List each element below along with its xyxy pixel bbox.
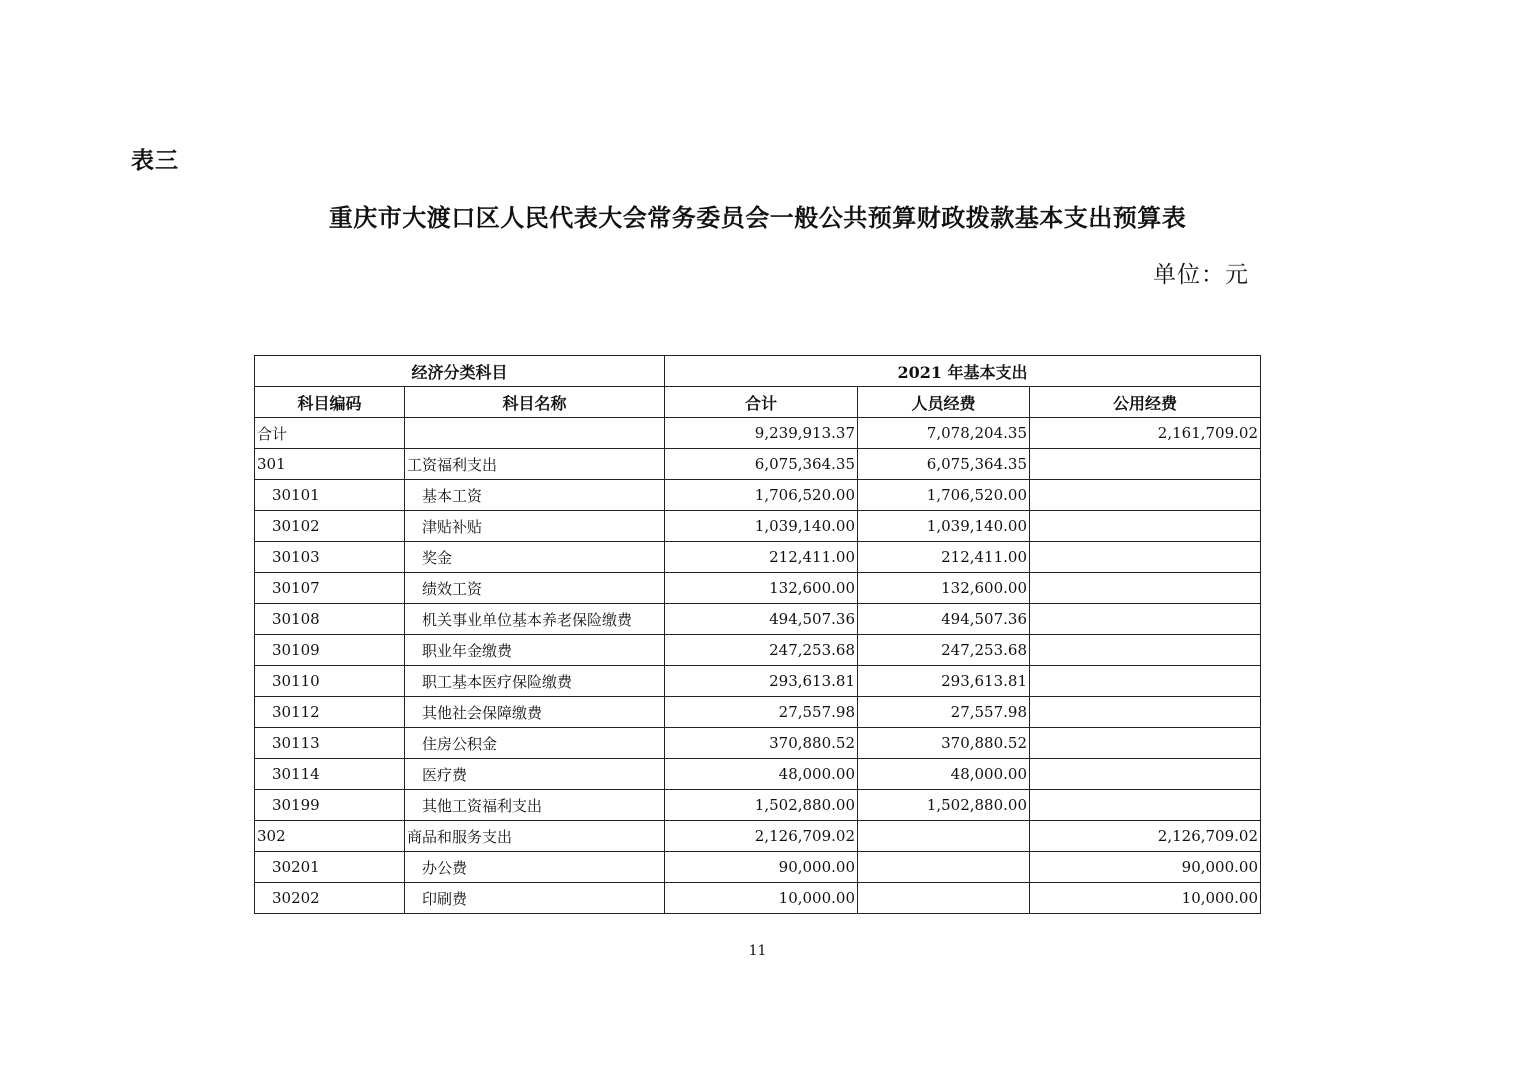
row-code-cell: 30201: [255, 852, 405, 883]
row-personnel-cell: 6,075,364.35: [858, 449, 1030, 480]
row-code-cell: 30102: [255, 511, 405, 542]
table-row: [255, 821, 1261, 852]
row-personnel-cell: 27,557.98: [858, 697, 1030, 728]
row-total-cell: 212,411.00: [665, 542, 858, 573]
row-personnel-cell: 48,000.00: [858, 759, 1030, 790]
table-row: [255, 883, 1261, 914]
row-code-cell: 30107: [255, 573, 405, 604]
table-row: [255, 542, 1261, 573]
row-code-cell: 30199: [255, 790, 405, 821]
header-column-row: [255, 387, 1261, 418]
row-total-cell: 370,880.52: [665, 728, 858, 759]
row-personnel-cell: [858, 821, 1030, 852]
header-basic-expenditure: 2021 年基本支出: [665, 356, 1261, 387]
row-public-cell: [1030, 604, 1261, 635]
row-personnel-cell: 132,600.00: [858, 573, 1030, 604]
row-public-cell: [1030, 759, 1261, 790]
row-name-cell: 医疗费: [405, 759, 665, 790]
row-code-cell: 30110: [255, 666, 405, 697]
row-name-cell: 工资福利支出: [405, 449, 665, 480]
table-row: [255, 449, 1261, 480]
row-total-cell: 1,502,880.00: [665, 790, 858, 821]
row-total-cell: 6,075,364.35: [665, 449, 858, 480]
row-public-cell: 2,126,709.02: [1030, 821, 1261, 852]
row-total-cell: 27,557.98: [665, 697, 858, 728]
row-name-cell: [405, 418, 665, 449]
row-name-cell: 奖金: [405, 542, 665, 573]
row-total-cell: 293,613.81: [665, 666, 858, 697]
row-name-cell: 办公费: [405, 852, 665, 883]
row-personnel-cell: [858, 883, 1030, 914]
table-row: [255, 728, 1261, 759]
row-personnel-cell: 7,078,204.35: [858, 418, 1030, 449]
unit-label: 单位：元: [1153, 262, 1249, 288]
row-code-cell: 30109: [255, 635, 405, 666]
row-name-cell: 机关事业单位基本养老保险缴费: [405, 604, 665, 635]
row-public-cell: [1030, 573, 1261, 604]
budget-table: [254, 355, 1261, 914]
table-row: [255, 790, 1261, 821]
header-code: 科目编码: [255, 387, 405, 418]
row-code-cell: 合计: [255, 418, 405, 449]
row-total-cell: 1,039,140.00: [665, 511, 858, 542]
table-row: [255, 759, 1261, 790]
row-code-cell: 302: [255, 821, 405, 852]
row-public-cell: 2,161,709.02: [1030, 418, 1261, 449]
row-name-cell: 住房公积金: [405, 728, 665, 759]
row-code-cell: 30113: [255, 728, 405, 759]
row-public-cell: [1030, 790, 1261, 821]
row-name-cell: 其他工资福利支出: [405, 790, 665, 821]
row-public-cell: [1030, 449, 1261, 480]
row-name-cell: 商品和服务支出: [405, 821, 665, 852]
table-row: [255, 666, 1261, 697]
table-row: [255, 511, 1261, 542]
header-economic-category: 经济分类科目: [255, 356, 665, 387]
table-row: [255, 852, 1261, 883]
row-total-cell: 10,000.00: [665, 883, 858, 914]
row-total-cell: 494,507.36: [665, 604, 858, 635]
header-group-row: [255, 356, 1261, 387]
table-label: 表三: [131, 148, 179, 174]
table-row: [255, 635, 1261, 666]
row-code-cell: 30114: [255, 759, 405, 790]
row-public-cell: [1030, 480, 1261, 511]
header-total: 合计: [665, 387, 858, 418]
row-code-cell: 30108: [255, 604, 405, 635]
row-personnel-cell: 1,502,880.00: [858, 790, 1030, 821]
row-public-cell: [1030, 542, 1261, 573]
row-personnel-cell: 247,253.68: [858, 635, 1030, 666]
row-public-cell: [1030, 697, 1261, 728]
document-title: 重庆市大渡口区人民代表大会常务委员会一般公共预算财政拨款基本支出预算表: [328, 203, 1187, 232]
table-row: [255, 697, 1261, 728]
row-public-cell: 10,000.00: [1030, 883, 1261, 914]
table-row: [255, 480, 1261, 511]
row-total-cell: 1,706,520.00: [665, 480, 858, 511]
row-public-cell: [1030, 635, 1261, 666]
row-personnel-cell: 1,706,520.00: [858, 480, 1030, 511]
row-name-cell: 绩效工资: [405, 573, 665, 604]
table-row: [255, 418, 1261, 449]
page-number: 11: [748, 943, 767, 959]
header-name: 科目名称: [405, 387, 665, 418]
row-code-cell: 301: [255, 449, 405, 480]
row-name-cell: 基本工资: [405, 480, 665, 511]
row-total-cell: 2,126,709.02: [665, 821, 858, 852]
row-name-cell: 印刷费: [405, 883, 665, 914]
row-personnel-cell: [858, 852, 1030, 883]
row-code-cell: 30202: [255, 883, 405, 914]
row-name-cell: 其他社会保障缴费: [405, 697, 665, 728]
row-public-cell: [1030, 511, 1261, 542]
header-public: 公用经费: [1030, 387, 1261, 418]
row-public-cell: [1030, 728, 1261, 759]
row-name-cell: 职工基本医疗保险缴费: [405, 666, 665, 697]
row-code-cell: 30103: [255, 542, 405, 573]
row-public-cell: [1030, 666, 1261, 697]
row-total-cell: 90,000.00: [665, 852, 858, 883]
row-personnel-cell: 1,039,140.00: [858, 511, 1030, 542]
row-total-cell: 247,253.68: [665, 635, 858, 666]
row-total-cell: 132,600.00: [665, 573, 858, 604]
row-personnel-cell: 494,507.36: [858, 604, 1030, 635]
row-total-cell: 48,000.00: [665, 759, 858, 790]
table-row: [255, 573, 1261, 604]
row-name-cell: 津贴补贴: [405, 511, 665, 542]
row-code-cell: 30101: [255, 480, 405, 511]
row-personnel-cell: 370,880.52: [858, 728, 1030, 759]
table-row: [255, 604, 1261, 635]
row-personnel-cell: 212,411.00: [858, 542, 1030, 573]
row-personnel-cell: 293,613.81: [858, 666, 1030, 697]
row-total-cell: 9,239,913.37: [665, 418, 858, 449]
row-name-cell: 职业年金缴费: [405, 635, 665, 666]
row-code-cell: 30112: [255, 697, 405, 728]
table-body: [255, 418, 1261, 914]
row-public-cell: 90,000.00: [1030, 852, 1261, 883]
header-personnel: 人员经费: [858, 387, 1030, 418]
